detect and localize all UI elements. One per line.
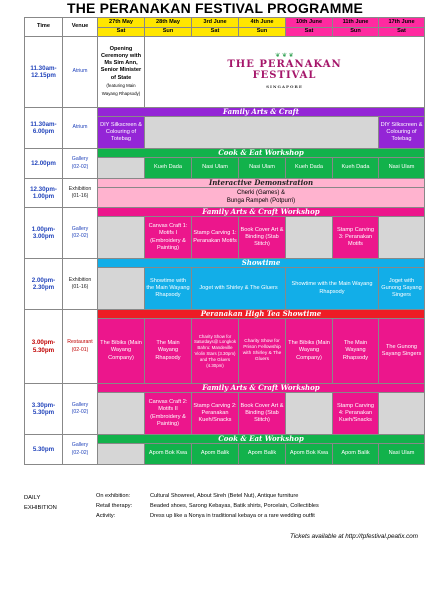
logo-main: THE PERANAKAN <box>227 58 342 70</box>
time-cell: 3.00pm- 5.30pm <box>25 310 63 384</box>
empty-cell <box>379 217 425 259</box>
header-venue: Venue <box>63 18 98 37</box>
time-cell: 3.30pm- 5.30pm <box>25 384 63 435</box>
event-cell: Showtime with the Main Wayang Rhapsody <box>286 268 379 310</box>
exhibit-item-label: On exhibition: <box>96 493 131 499</box>
header-day: Sat <box>98 28 145 37</box>
event-cell: Charity Show for Saturdays@ Longkok Bahru: Mandeville Violin Stars (3.30pm) and The Gluers (4.30pm) <box>192 319 239 384</box>
venue-cell: Atrium <box>63 37 98 108</box>
event-cell: Canvas Craft 2: Motifs II (Embroidery & Painting) <box>145 393 192 435</box>
section-banner: Family Arts & Craft Workshop <box>98 384 425 393</box>
header-date: 28th May <box>145 18 192 28</box>
event-cell <box>98 188 425 208</box>
time-cell: 11.30am- 6.00pm <box>25 108 63 149</box>
event-cell: The Gunong Sayang Singers <box>379 319 425 384</box>
venue-cell: Atrium <box>63 108 98 149</box>
event-cell: DIY Silkscreen & Colouring of Totebag <box>379 117 425 149</box>
venue-cell: Exhibition (01-16) <box>63 259 98 310</box>
header-day: Sun <box>239 28 286 37</box>
header-date: 27th May <box>98 18 145 28</box>
time-cell: 5.30pm <box>25 435 63 465</box>
tickets-link[interactable]: Tickets available at http://tpfestival.peatix.com <box>289 533 418 540</box>
event-cell: DIY Silkscreen & Colouring of Totebag <box>98 117 145 149</box>
event-cell: Kueh Dada <box>286 158 333 179</box>
event-text: Bunga Rampeh (Potpurri) <box>226 197 296 204</box>
schedule-row <box>25 37 425 108</box>
header-day: Sat <box>286 28 333 37</box>
time-cell: 1.00pm- 3.00pm <box>25 208 63 259</box>
time-cell: 12.00pm <box>25 149 63 179</box>
empty-cell <box>98 217 145 259</box>
event-cell: Nasi Ulam <box>192 158 239 179</box>
banner-row <box>25 149 425 158</box>
event-cell: The Bibiks (Main Wayang Company) <box>286 319 333 384</box>
event-cell: Apom Balik <box>192 444 239 465</box>
section-banner: Showtime <box>98 259 425 268</box>
header-time: Time <box>25 18 63 37</box>
event-cell: Nasi Ulam <box>239 158 286 179</box>
venue-cell: Restaurant (02-01) <box>63 310 98 384</box>
venue-cell: Gallery (02-02) <box>63 208 98 259</box>
event-cell: Joget with Shirley & The Gluers <box>192 268 286 310</box>
empty-cell <box>98 393 145 435</box>
event-cell: Kueh Dada <box>333 158 379 179</box>
empty-cell <box>98 444 145 465</box>
header-date: 4th June <box>239 18 286 28</box>
event-cell: The Main Wayang Rhapsody <box>333 319 379 384</box>
exhibition-label: EXHIBITION <box>24 505 57 511</box>
section-banner: Cook & Eat Workshop <box>98 435 425 444</box>
section-banner: Interactive Demonstration <box>98 179 425 188</box>
venue-cell: Gallery (02-02) <box>63 435 98 465</box>
header-date: 17th June <box>379 18 425 28</box>
event-cell: Nasi Ulam <box>379 444 425 465</box>
empty-cell <box>286 393 333 435</box>
empty-cell <box>379 393 425 435</box>
event-cell: Stamp Carving 3: Peranakan Motifs <box>333 217 379 259</box>
event-cell: Showtime with the Main Wayang Rhapsody <box>145 268 192 310</box>
logo-text <box>146 59 423 92</box>
event-cell <box>98 37 145 108</box>
event-cell: Book Cover Art & Binding (Stab Stitch) <box>239 217 286 259</box>
schedule-table <box>24 17 425 465</box>
banner-row <box>25 435 425 444</box>
venue-cell: Gallery (02-02) <box>63 384 98 435</box>
section-banner: Peranakan High Tea Showtime <box>98 310 425 319</box>
festival-logo <box>145 37 425 108</box>
exhibit-item-label: Activity: <box>96 513 116 519</box>
time-cell: 11.30am- 12.15pm <box>25 37 63 108</box>
event-cell: Apom Bok Kwa <box>145 444 192 465</box>
page-title: THE PERANAKAN FESTIVAL PROGRAMME <box>66 0 363 16</box>
event-cell: Stamp Carving 1: Peranakan Motifs <box>192 217 239 259</box>
banner-row <box>25 384 425 393</box>
event-text: Opening Ceremony with Ms Sim Ann, Senior Minister of State <box>100 45 142 81</box>
section-banner: Cook & Eat Workshop <box>98 149 425 158</box>
header-date: 3rd June <box>192 18 239 28</box>
event-cell: Book Cover Art & Binding (Stab Stitch) <box>239 393 286 435</box>
header-date: 10th June <box>286 18 333 28</box>
event-cell: Apom Balik <box>239 444 286 465</box>
time-cell: 2.00pm- 2.30pm <box>25 259 63 310</box>
event-note: (featuring Main Wayang Rhapsody) <box>101 82 141 96</box>
event-cell: Charity Show for Prison Fellowship with Shirley & The Gluers <box>239 319 286 384</box>
event-cell: The Bibiks (Main Wayang Company) <box>98 319 145 384</box>
daily-label: DAILY <box>24 495 41 501</box>
exhibit-item-value: Cultural Showreel, About Sireh (Betel Nut), Antique furniture <box>150 493 299 499</box>
venue-cell: Exhibition (01-16) <box>63 179 98 208</box>
event-cell: Joget with Gunong Sayang Singers <box>379 268 425 310</box>
header-dates-row <box>25 18 425 28</box>
banner-row <box>25 108 425 117</box>
empty-cell <box>98 158 145 179</box>
empty-cell <box>286 217 333 259</box>
banner-row <box>25 259 425 268</box>
section-banner: Family Arts & Craft <box>98 108 425 117</box>
header-day: Sun <box>333 28 379 37</box>
event-cell: Apom Bok Kwa <box>286 444 333 465</box>
header-date: 11th June <box>333 18 379 28</box>
event-text: Cherki (Games) & <box>236 190 285 197</box>
time-cell: 12.30pm- 1.00pm <box>25 179 63 208</box>
logo-sub: FESTIVAL <box>252 69 317 81</box>
logo-place: SINGAPORE <box>266 83 303 89</box>
event-cell: Kueh Dada <box>145 158 192 179</box>
event-cell: Apom Balik <box>333 444 379 465</box>
event-cell: Canvas Craft 1: Motifs I (Embroidery & Painting) <box>145 217 192 259</box>
event-cell: Nasi Ulam <box>379 158 425 179</box>
ornament-icon: ❦ ❦ ❦ <box>275 52 294 59</box>
event-cell: Stamp Carving 2: Peranakan Kueh/Snacks <box>192 393 239 435</box>
daily-exhibition-label <box>24 493 57 513</box>
banner-row <box>25 310 425 319</box>
exhibit-item-value: Dress up like a Nonya in traditional kebaya or a rare wedding outfit <box>150 513 315 519</box>
header-day: Sat <box>379 28 425 37</box>
header-day: Sun <box>145 28 192 37</box>
banner-row <box>25 179 425 188</box>
banner-row <box>25 208 425 217</box>
event-cell: The Main Wayang Rhapsody <box>145 319 192 384</box>
empty-cell <box>145 117 379 149</box>
event-cell: Stamp Carving 4: Peranakan Kueh/Snacks <box>333 393 379 435</box>
header-day: Sat <box>192 28 239 37</box>
exhibit-item-value: Beaded shoes, Sarong Kebayas, Batik shirts, Porcelain, Collectibles <box>150 503 319 509</box>
section-banner: Family Arts & Craft Workshop <box>98 208 425 217</box>
exhibit-item-label: Retail therapy: <box>96 503 133 509</box>
venue-cell: Gallery (02-02) <box>63 149 98 179</box>
empty-cell <box>98 268 145 310</box>
